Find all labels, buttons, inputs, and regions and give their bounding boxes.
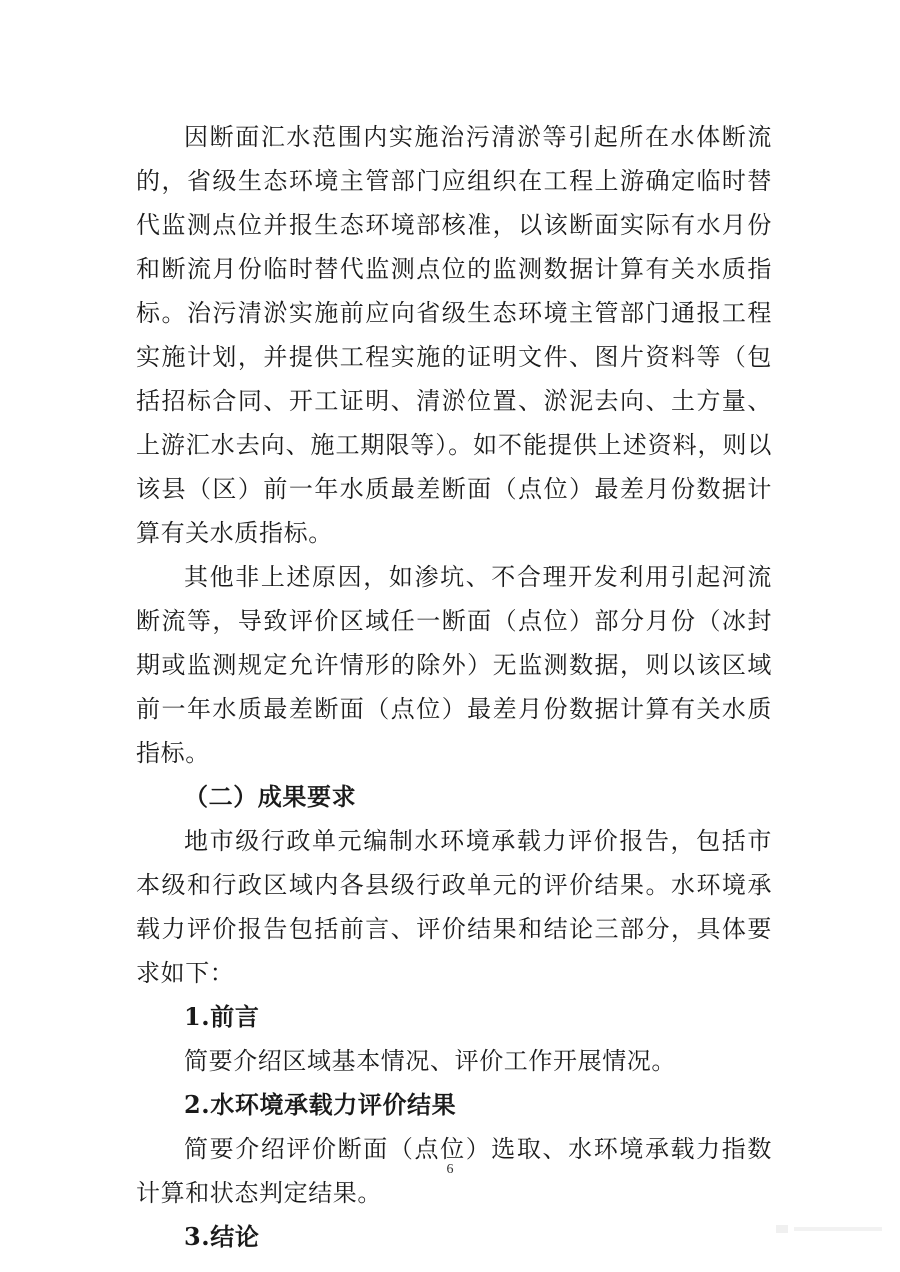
subheading-conclusion: 3.结论 [184,1222,260,1251]
subheading-evaluation-results: 2.水环境承载力评价结果 [184,1090,457,1119]
section-heading-results-requirements: （二）成果要求 [184,783,357,811]
subheading-preface: 1.前言 [184,1002,260,1031]
paragraph-evaluation-content: 简要介绍评价断面（点位）选取、水环境承载力指数计算和状态判定结果。 [136,1135,772,1207]
paragraph-report-compilation: 地市级行政单元编制水环境承载力评价报告，包括市本级和行政区域内各县级行政单元的评价结果。水环境承载力评价报告包括前言、评价结果和结论三部分，具体要求如下： [136,827,772,987]
paragraph-temporary-monitoring: 因断面汇水范围内实施治污清淤等引起所在水体断流的，省级生态环境主管部门应组织在工程上游确定临时替代监测点位并报生态环境部核准，以该断面实际有水月份和断流月份临时替代监测点位的监测数据计算有关水质指标。治污清淤实施前应向省级生态环境主管部门通报工程实施计划，并提供工程实施的证明文件、图片资料等（包括招标合同、开工证明、清淤位置、淤泥去向、土方量、上游汇水去向、施工期限等）。如不能提供上述资料，则以该县（区）前一年水质最差断面（点位）最差月份数据计算有关水质指标。 [136,123,772,547]
document-body [136,115,772,1259]
paragraph-other-causes: 其他非上述原因，如渗坑、不合理开发利用引起河流断流等，导致评价区域任一断面（点位）部分月份（冰封期或监测规定允许情形的除外）无监测数据，则以该区域前一年水质最差断面（点位）最差月份数据计算有关水质指标。 [136,563,772,767]
watermark-icon [776,1222,886,1236]
paragraph-preface-content: 简要介绍区域基本情况、评价工作开展情况。 [184,1047,676,1075]
page-number: 6 [446,1162,454,1177]
